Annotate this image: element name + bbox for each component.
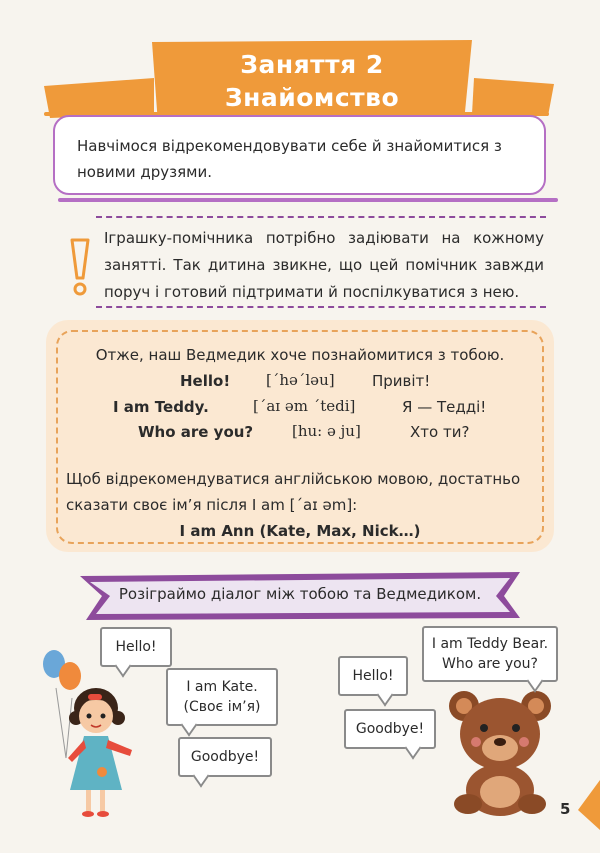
explain-line-2: сказати своє ім’я після I am [ˊaɪ əm]:: [66, 496, 358, 514]
tip-separator-bottom: [96, 306, 546, 308]
phrase-en-1: Hello!: [180, 372, 231, 390]
phrase-uk-2: Я — Тедді!: [402, 398, 487, 416]
exclamation-icon: [66, 238, 94, 296]
phrase-uk-1: Привіт!: [372, 372, 431, 390]
corner-decoration: [578, 780, 600, 830]
explain-line-1: Щоб відрекомендуватися англійською мовою, достатньо: [66, 470, 521, 488]
phrase-ipa-2: [ˊaɪ əm ˊtedi]: [253, 397, 356, 415]
girl-hello-text: Hello!: [115, 639, 157, 655]
dialog-instruction: Розіграймо діалог між тобою та Ведмедиком.: [118, 585, 482, 603]
girl-bubble-name: [166, 668, 278, 726]
intro-box: [53, 115, 546, 195]
girl-name-text: I am Kate.: [186, 679, 258, 695]
lesson-intro: Отже, наш Ведмедик хоче познайомитися з тобою.: [95, 346, 505, 364]
girl-bubble-hello: [100, 627, 172, 667]
intro-text: Навчімося відрекомендовувати себе й знайомитися з новими друзями.: [77, 137, 502, 181]
dialog-ribbon: [80, 572, 520, 620]
intro-stripe-purple: [58, 198, 558, 202]
lesson-topic: Знайомство: [224, 83, 400, 112]
phrase-uk-3: Хто ти?: [410, 423, 470, 441]
bear-question-text: Who are you?: [442, 656, 538, 672]
lesson-number: Заняття 2: [240, 50, 384, 79]
bear-intro-text: I am Teddy Bear.: [431, 636, 549, 652]
phrase-ipa-3: [hu: ə ju]: [292, 422, 361, 440]
girl-bubble-goodbye: [178, 737, 272, 777]
teddy-bear-illustration: [444, 686, 556, 816]
phrase-ipa-1: [ˊhəˊləu]: [266, 371, 335, 389]
bear-bubble-goodbye: [344, 709, 436, 749]
phrase-en-3: Who are you?: [138, 423, 254, 441]
page-number: 5: [560, 800, 571, 818]
bear-bubble-intro: [422, 626, 558, 682]
tip-separator-top: [96, 216, 546, 218]
name-example: I am Ann (Kate, Max, Nick…): [179, 522, 421, 540]
girl-goodbye-text: Goodbye!: [190, 749, 260, 765]
bear-goodbye-text: Goodbye!: [355, 721, 425, 737]
girl-name-hint: (Своє ім’я): [183, 699, 261, 715]
tip-text: Іграшку-помічника потрібно задіювати на кожному занятті. Так дитина звикне, що цей помічник завжди поруч і готовий підтримати й поспілкуватися з нею.: [104, 229, 544, 301]
bear-bubble-hello: [338, 656, 408, 696]
bear-hello-text: Hello!: [352, 668, 394, 684]
phrase-en-2: I am Teddy.: [113, 398, 209, 416]
